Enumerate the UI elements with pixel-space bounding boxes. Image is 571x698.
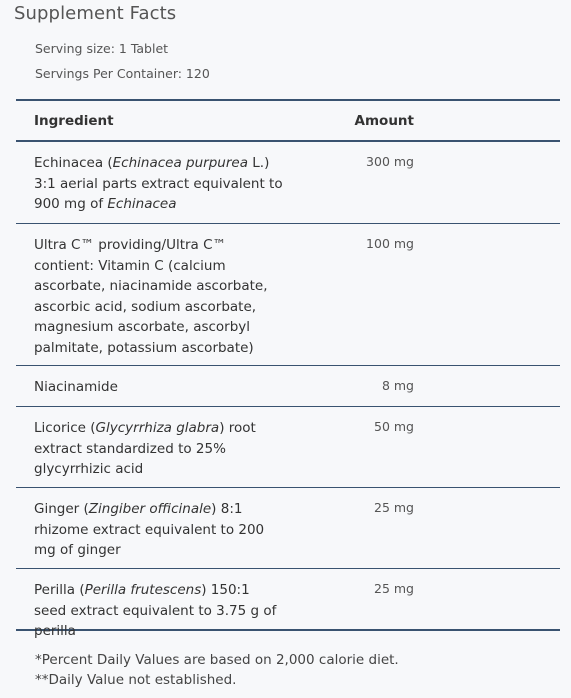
ingredient-text: Licorice ( bbox=[34, 420, 96, 436]
scientific-name: Zingiber officinale bbox=[88, 501, 212, 517]
ingredient-text: L.) 3:1 aerial parts extract equivalent to 900 mg of bbox=[34, 155, 283, 212]
table-body bbox=[16, 142, 560, 639]
table-row bbox=[16, 407, 560, 488]
scientific-name: Glycyrrhiza glabra bbox=[95, 420, 220, 436]
ingredient-cell bbox=[34, 418, 284, 480]
ingredient-cell bbox=[34, 153, 284, 215]
not-established-footnote: **Daily Value not established. bbox=[35, 672, 237, 688]
serving-size: Serving size: 1 Tablet bbox=[35, 41, 169, 56]
table-row bbox=[16, 142, 560, 224]
amount-cell: 50 mg bbox=[374, 419, 414, 434]
ingredient-cell bbox=[34, 235, 284, 358]
ingredient-text: Niacinamide bbox=[34, 379, 118, 395]
ingredient-text: ) root extract standardized to 25% glycyrrhizic acid bbox=[34, 420, 256, 477]
amount-cell: 25 mg bbox=[374, 500, 414, 515]
supplement-facts-table bbox=[16, 99, 560, 639]
table-header bbox=[16, 101, 560, 142]
ingredient-text: Perilla ( bbox=[34, 582, 85, 598]
amount-cell: 25 mg bbox=[374, 581, 414, 596]
amount-cell: 8 mg bbox=[381, 378, 414, 393]
daily-value-footnote: *Percent Daily Values are based on 2,000 calorie diet. bbox=[35, 652, 399, 668]
ingredient-text: ) 8:1 rhizome extract equivalent to 200 mg of ginger bbox=[34, 501, 265, 558]
servings-per-container: Servings Per Container: 120 bbox=[35, 66, 210, 81]
table-row bbox=[16, 224, 560, 366]
ingredient-cell bbox=[34, 377, 284, 398]
ingredient-cell bbox=[34, 499, 284, 561]
amount-cell: 100 mg bbox=[366, 236, 414, 251]
scientific-name: Perilla frutescens bbox=[84, 582, 202, 598]
ingredient-text: Ultra C™ providing/Ultra C™ contient: Vitamin C (calcium ascorbate, niacinamide ascorbate, ascorbic acid, sodium ascorbate, magnesium ascorbate, ascorbyl palmitate, potassium ascorbate) bbox=[34, 237, 268, 356]
ingredient-cell bbox=[34, 580, 284, 642]
scientific-name: Echinacea purpurea bbox=[112, 155, 248, 171]
table-row bbox=[16, 569, 560, 639]
ingredient-text: Echinacea ( bbox=[34, 155, 113, 171]
ingredient-text: Ginger ( bbox=[34, 501, 89, 517]
ingredient-text: ) 150:1 seed extract equivalent to 3.75 g of perilla bbox=[34, 582, 277, 639]
amount-cell: 300 mg bbox=[366, 154, 414, 169]
supplement-facts-title: Supplement Facts bbox=[14, 3, 177, 24]
table-row bbox=[16, 488, 560, 569]
amount-column-header: Amount bbox=[354, 113, 414, 129]
table-row bbox=[16, 366, 560, 407]
scientific-name: Echinacea bbox=[107, 196, 177, 212]
ingredient-column-header: Ingredient bbox=[34, 113, 114, 129]
footnotes bbox=[35, 650, 399, 690]
